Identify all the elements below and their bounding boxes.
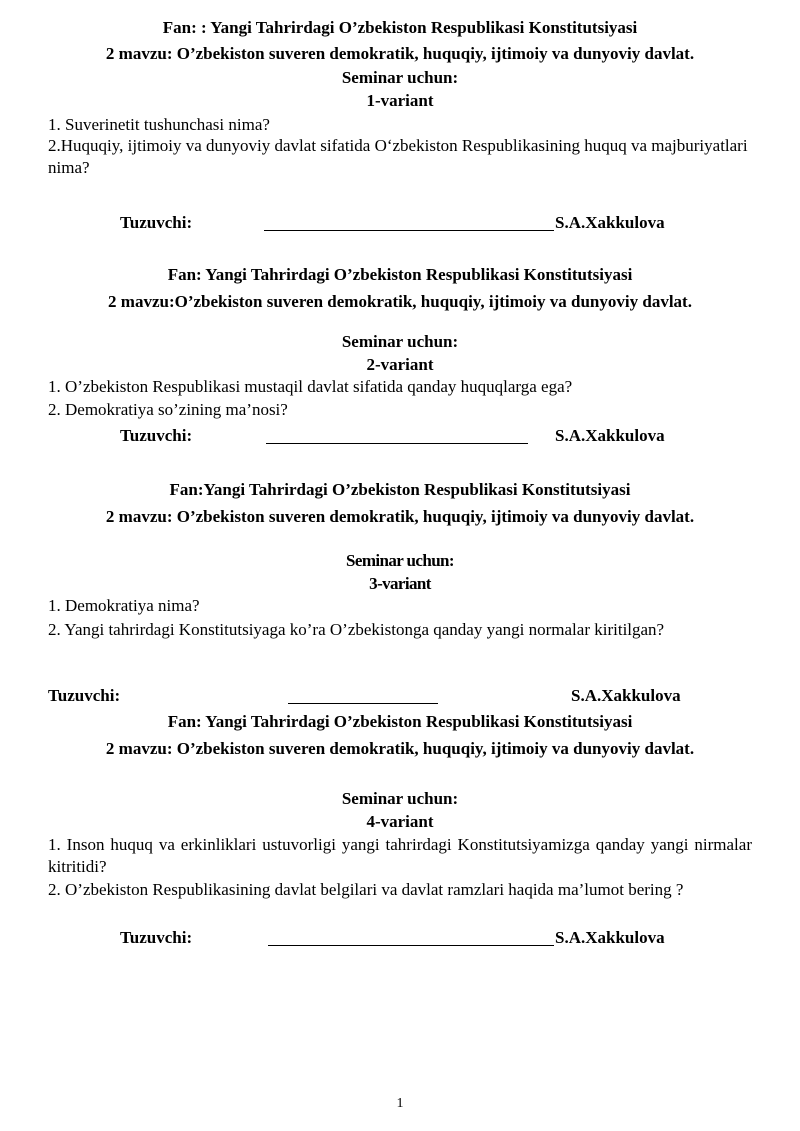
question-1: 1. Inson huquq va erkinliklari ustuvorligi yangi tahrirdagi Konstitutsiyamizga qanday yangi nirmalar kitritidi?	[48, 835, 752, 876]
fan-title: Fan:Yangi Tahrirdagi O’zbekiston Respublikasi Konstitutsiyasi	[169, 480, 631, 499]
question-2: 2. O’zbekiston Respublikasining davlat belgilari va davlat ramzlari haqida ma’lumot bering ?	[48, 880, 684, 899]
variant-label: 4-variant	[366, 812, 434, 831]
fan-title: Fan: Yangi Tahrirdagi O’zbekiston Respublikasi Konstitutsiyasi	[167, 712, 633, 731]
author-name: S.A.Xakkulova	[555, 426, 665, 445]
seminar-label: Seminar uchun:	[341, 68, 459, 87]
signature-line	[288, 703, 438, 704]
question-2: 2. Demokratiya so’zining ma’nosi?	[48, 400, 288, 419]
signature-line	[268, 945, 554, 946]
fan-title: Fan: : Yangi Tahrirdagi O’zbekiston Respublikasi Konstitutsiyasi	[162, 18, 638, 37]
signature-line	[266, 443, 528, 444]
topic-title: 2 mavzu: O’zbekiston suveren demokratik, huquqiy, ijtimoiy va dunyoviy davlat.	[105, 739, 695, 758]
author-label: Tuzuvchi:	[120, 928, 193, 947]
variant-label: 1-variant	[366, 91, 434, 110]
signature-line	[264, 230, 554, 231]
question-2: 2. Yangi tahrirdagi Konstitutsiyaga ko’ra O’zbekistonga qanday yangi normalar kiritilgan?	[48, 620, 665, 639]
question-1: 1. O’zbekiston Respublikasi mustaqil davlat sifatida qanday huquqlarga ega?	[48, 377, 573, 396]
author-label: Tuzuvchi:	[120, 426, 193, 445]
topic-title: 2 mavzu:O’zbekiston suveren demokratik, huquqiy, ijtimoiy va dunyoviy davlat.	[108, 292, 692, 311]
variant-label: 2-variant	[366, 355, 434, 374]
variant-label: 3-variant	[369, 574, 431, 593]
question-2: 2.Huquqiy, ijtimoiy va dunyoviy davlat sifatida O‘zbekiston Respublikasining huquq va majburiyatlari nima?	[48, 136, 748, 177]
page-number: 1	[396, 1096, 404, 1111]
author-name: S.A.Xakkulova	[555, 928, 665, 947]
question-1: 1. Demokratiya nima?	[48, 596, 200, 615]
topic-title: 2 mavzu: O’zbekiston suveren demokratik, huquqiy, ijtimoiy va dunyoviy davlat.	[105, 507, 695, 526]
question-1: 1. Suverinetit tushunchasi nima?	[48, 115, 270, 134]
seminar-label: Seminar uchun:	[341, 332, 459, 351]
seminar-label: Seminar uchun:	[346, 551, 454, 570]
author-name: S.A.Xakkulova	[555, 213, 665, 232]
topic-title: 2 mavzu: O’zbekiston suveren demokratik, huquqiy, ijtimoiy va dunyoviy davlat.	[105, 44, 695, 63]
author-label: Tuzuvchi:	[48, 686, 121, 705]
seminar-label: Seminar uchun:	[341, 789, 459, 808]
fan-title: Fan: Yangi Tahrirdagi O’zbekiston Respublikasi Konstitutsiyasi	[167, 265, 633, 284]
author-label: Tuzuvchi:	[120, 213, 193, 232]
author-name: S.A.Xakkulova	[571, 686, 681, 705]
